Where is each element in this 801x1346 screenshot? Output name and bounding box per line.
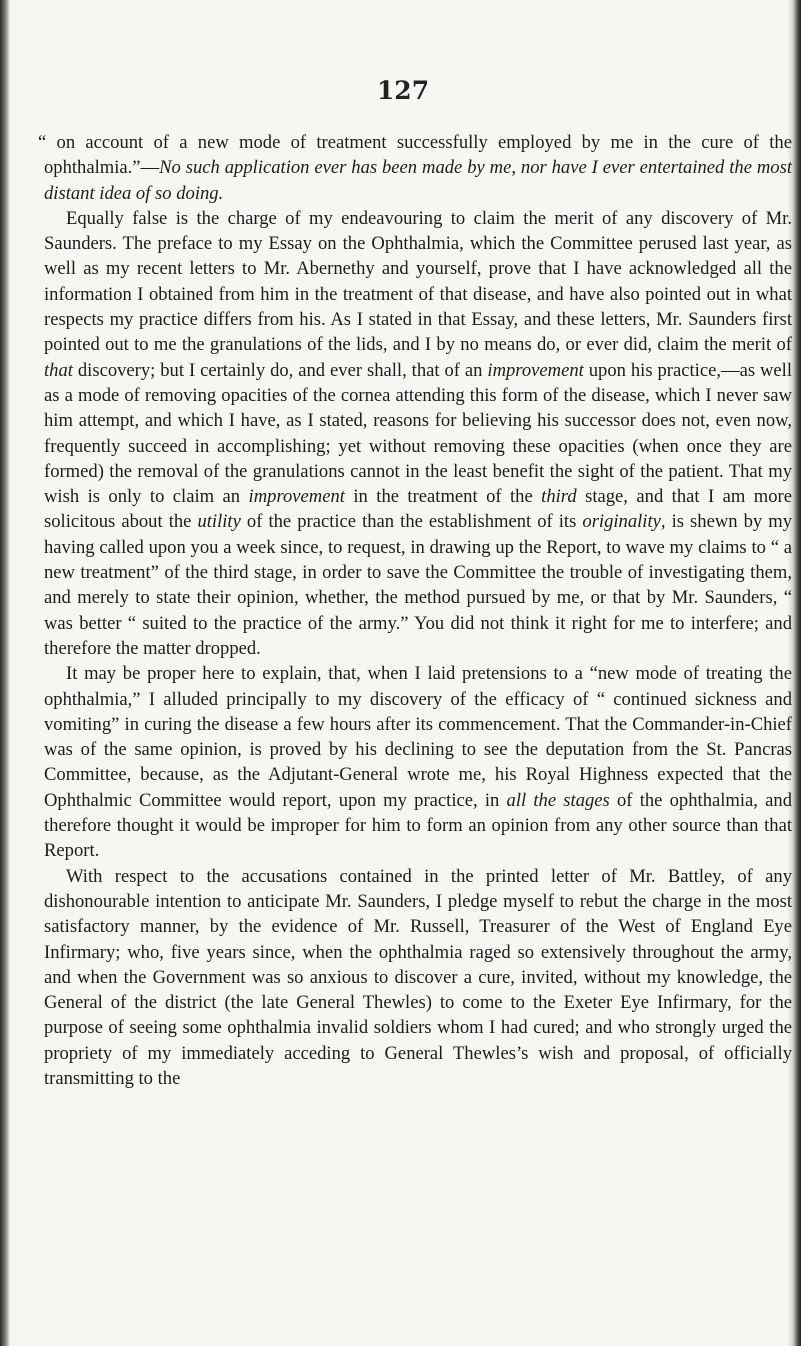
italic-text: improvement — [487, 359, 584, 381]
text-run: in the treatment of the — [344, 486, 542, 508]
italic-text: utility — [197, 511, 241, 533]
text-run: With respect to the accusations contained in the printed letter of Mr. Battley, of any dishonourable intention to anticipate Mr. Saunders, I pledge myself to rebut the charge in the most satisfactory manner, by the evidence of Mr. Russell, Treasurer of the West of England Eye Infirmary; who, five years since, when the ophthalmia raged so extensively throughout the army, and when the Government was so anxious to discover a cure, invited, without my knowledge, the General of the district (the late General Thewles) to come to the Exeter Eye Infirmary, for the purpose of seeing some ophthalmia invalid soldiers whom I had cured; and who strongly urged the propriety of my immediately acceding to General Thewles’s wish and proposal, of officially transmitting to the — [44, 865, 792, 1089]
text-run: upon his practice,—as well as a mode of removing opacities of the cornea attending this form of the disease, which I never saw him attempt, and which I have, as I stated, reasons for believing his successor does not, even now, frequently succeed in accomplishing; yet without removing these opacities (when once they are formed) the removal of the granulations cannot in the least benefit the sight of the patient. That my wish is only to claim an — [44, 359, 793, 508]
paragraph — [38, 130, 792, 206]
text-run: of the practice than the establishment of its — [240, 511, 583, 533]
page-number: 127 — [376, 76, 430, 105]
page-binding-shadow — [0, 0, 10, 1346]
text-run: “ on account of a new mode of treatment successfully employed by me in the cure of the ophthalmia.”— — [38, 132, 792, 179]
text-run: stage, and that I am more solicitous about the — [44, 486, 792, 533]
text-run: discovery; but I certainly do, and ever shall, that of an — [72, 359, 488, 381]
paragraph — [44, 661, 792, 863]
italic-text: originality — [582, 511, 661, 533]
text-run: of the ophthalmia, and therefore thought it would be improper for him to form an opinion from any other source than that Report. — [44, 789, 792, 862]
italic-text: improvement — [248, 486, 345, 508]
italic-text: third — [541, 486, 577, 508]
italic-text: that — [44, 359, 73, 381]
text-run: It may be proper here to explain, that, when I laid pretensions to a “new mode of treating the ophthalmia,” I alluded principally to my discovery of the efficacy of “ continued sickness and vomiting” in curing the disease a few hours after its commencement. That the Commander-in-Chief was of the same opinion, is proved by his declining to see the deputation from the St. Pancras Committee, because, as the Adjutant-General wrote me, his Royal Highness expected that the Ophthalmic Committee would report, upon my practice, in — [44, 663, 792, 811]
text-run: , is shewn by my having called upon you a week since, to request, in drawing up the Report, to wave my claims to “ a new treatment” of the third stage, in order to save the Committee the trouble of investigating them, and merely to state their opinion, whether, the method pursued by me, or that by Mr. Saunders, “ was better “ suited to the practice of the army.” You did not think it right for me to interfere; and therefore the matter dropped. — [44, 511, 793, 659]
body-text — [38, 130, 793, 1091]
paragraph — [44, 206, 792, 661]
italic-text: all the stages — [506, 789, 610, 811]
paragraph — [44, 864, 792, 1092]
text-run: Equally false is the charge of my endeavouring to claim the merit of any discovery of Mr. Saunders. The preface to my Essay on the Ophthalmia, which the Committee perused last year, as well as my recent letters to Mr. Abernethy and yourself, prove that I have acknowledged all the information I obtained from him in the treatment of that disease, and have also pointed out in what respects my practice differs from his. As I stated in that Essay, and these letters, Mr. Saunders first pointed out to me the granulations of the lids, and I by no means do, or ever did, claim the merit of — [44, 207, 792, 356]
italic-text: No such application ever has been made by me, nor have I ever entertained the most distant idea of so doing. — [44, 157, 792, 204]
